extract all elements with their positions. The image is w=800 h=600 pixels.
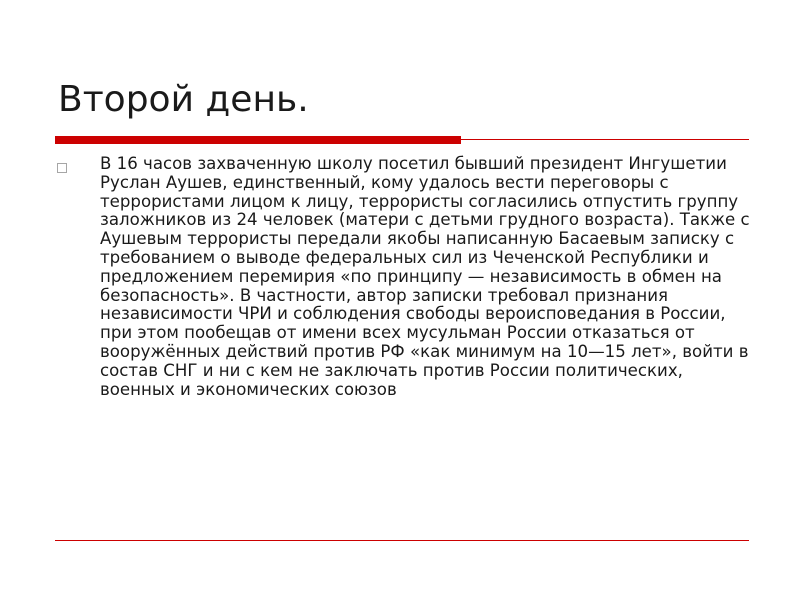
title-underline-thin (461, 139, 749, 140)
square-bullet-icon (57, 163, 67, 173)
slide-title: Второй день. (58, 79, 309, 120)
title-underline-thick (55, 136, 461, 144)
body-paragraph: В 16 часов захваченную школу посетил бывший президент Ингушетии Руслан Аушев, единственный, кому удалось вести переговоры с террористами лицом к лицу, террористы согласились отпустить группу заложников из 24 человек (матери с детьми грудного возраста). Также с Аушевым террористы передали якобы написанную Басаевым записку с требованием о выводе федеральных сил из Чеченской Республики и предложением перемирия «по принципу — независимость в обмен на безопасность». В частности, автор записки требовал признания независимости ЧРИ и соблюдения свободы вероисповедания в России, при этом пообещав от имени всех мусульман России отказаться от вооружённых действий против РФ «как минимум на 10—15 лет», войти в состав СНГ и ни с кем не заключать против России политических, военных и экономических союзов (100, 154, 750, 399)
footer-divider (55, 540, 749, 541)
